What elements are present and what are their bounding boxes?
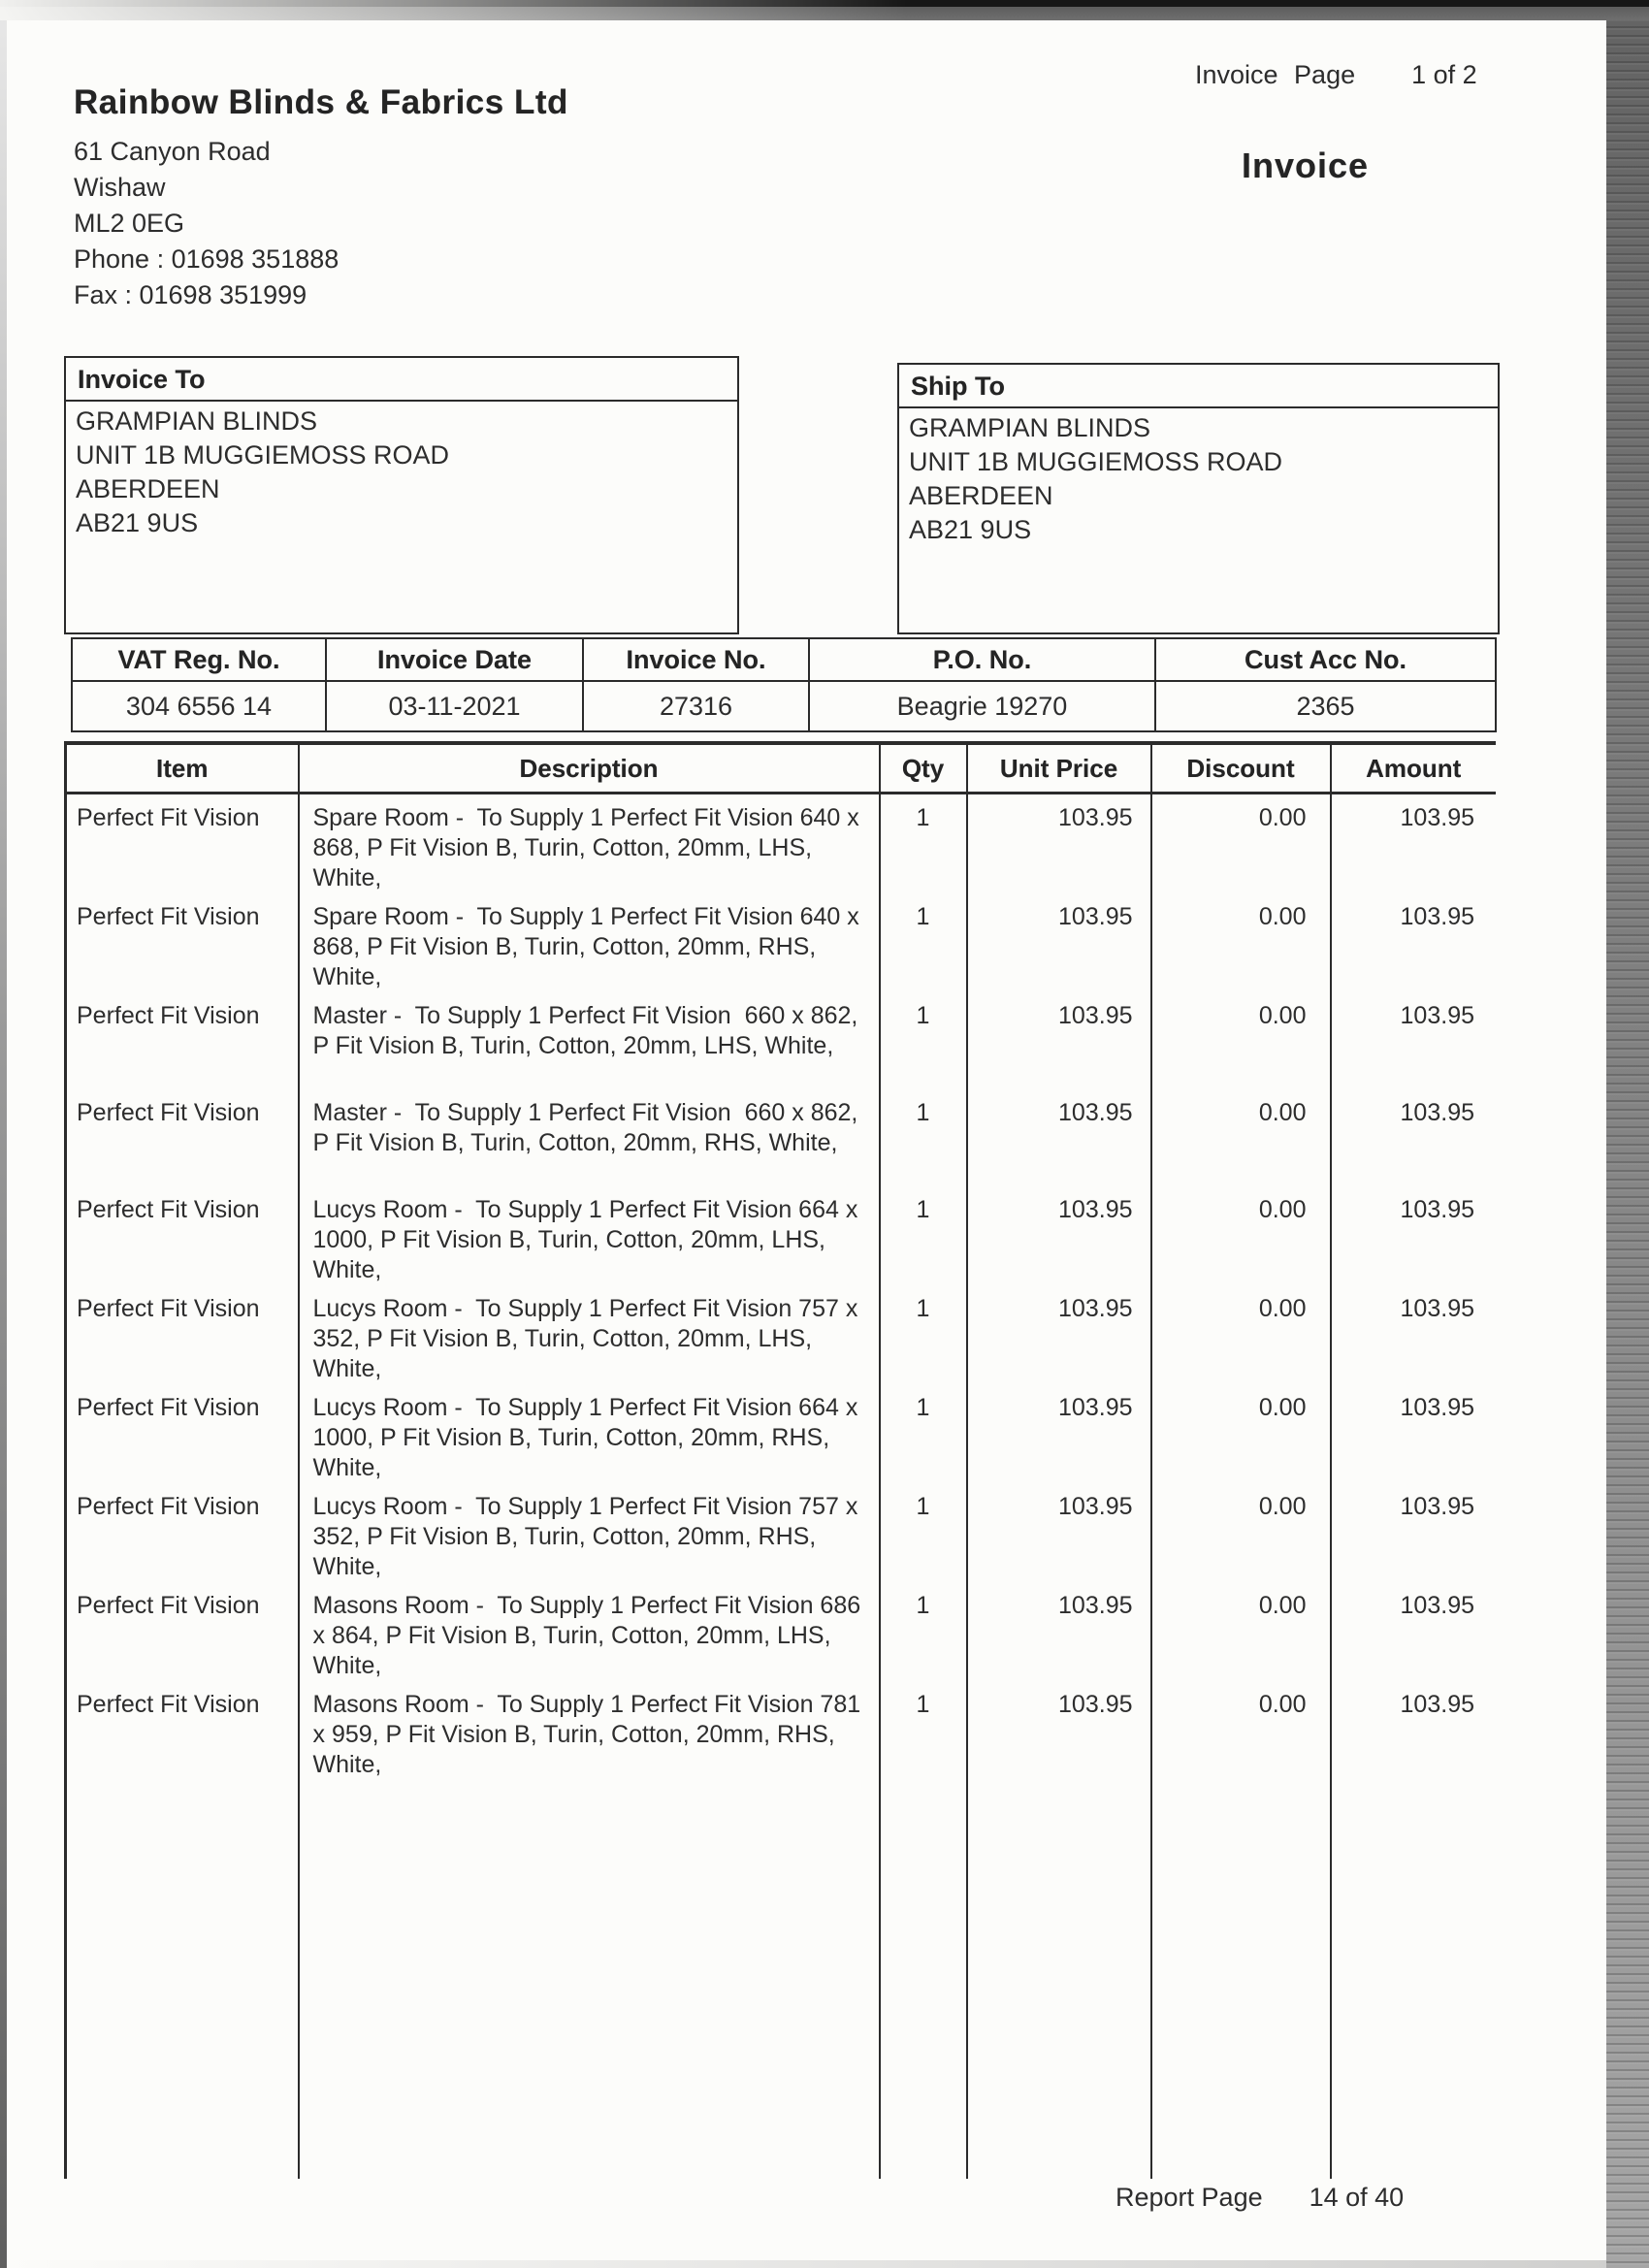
discount-cell: 0.00 — [1151, 1384, 1331, 1483]
qty-cell: 1 — [880, 1285, 967, 1384]
amount-cell: 103.95 — [1331, 1384, 1497, 1483]
unit-price-cell: 103.95 — [967, 1089, 1151, 1186]
item-row — [66, 1285, 1497, 1384]
invoice-page-indicator — [1195, 60, 1477, 90]
discount-cell: 0.00 — [1151, 1285, 1331, 1384]
description-cell: Masons Room - To Supply 1 Perfect Fit Vision 781 x 959, P Fit Vision B, Turin, Cotton, 20mm, RHS, White, — [299, 1681, 880, 1780]
company-fax: Fax : 01698 351999 — [74, 280, 307, 309]
report-page-label: Report Page — [1116, 2183, 1263, 2212]
invoice-meta-table — [71, 637, 1497, 732]
invoice-to-line-1: GRAMPIAN BLINDS — [76, 406, 318, 436]
scan-edge-left — [0, 0, 7, 2268]
scan-edge-right — [1606, 0, 1649, 2268]
company-address-line-1: 61 Canyon Road — [74, 137, 271, 166]
invoice-to-line-3: ABERDEEN — [76, 474, 220, 503]
unit-price-cell: 103.95 — [967, 1483, 1151, 1582]
item-cell: Perfect Fit Vision — [66, 893, 299, 992]
items-table — [64, 741, 1496, 2179]
item-cell: Perfect Fit Vision — [66, 992, 299, 1089]
item-row — [66, 1681, 1497, 1780]
description-cell: Spare Room - To Supply 1 Perfect Fit Vision 640 x 868, P Fit Vision B, Turin, Cotton, 20mm, LHS, White, — [299, 794, 880, 894]
discount-cell: 0.00 — [1151, 1089, 1331, 1186]
item-row — [66, 1089, 1497, 1186]
items-header-row — [66, 743, 1497, 794]
item-row — [66, 992, 1497, 1089]
meta-value-row — [72, 681, 1496, 731]
document-title: Invoice — [1242, 146, 1370, 185]
unit-price-cell: 103.95 — [967, 1186, 1151, 1285]
invoice-page-label: Invoice Page — [1195, 60, 1356, 89]
description-cell: Lucys Room - To Supply 1 Perfect Fit Vision 757 x 352, P Fit Vision B, Turin, Cotton, 20mm, LHS, White, — [299, 1285, 880, 1384]
company-phone: Phone : 01698 351888 — [74, 244, 340, 274]
discount-cell: 0.00 — [1151, 794, 1331, 894]
amount-cell: 103.95 — [1331, 1285, 1497, 1384]
company-block — [74, 83, 568, 313]
amount-cell: 103.95 — [1331, 893, 1497, 992]
invoice-to-line-4: AB21 9US — [76, 508, 199, 537]
unit-price-cell: 103.95 — [967, 1582, 1151, 1681]
invoice-to-box — [64, 356, 739, 634]
ship-to-line-2: UNIT 1B MUGGIEMOSS ROAD — [909, 447, 1283, 476]
items-header-qty: Qty — [880, 743, 967, 794]
item-cell: Perfect Fit Vision — [66, 1582, 299, 1681]
qty-cell: 1 — [880, 893, 967, 992]
unit-price-cell: 103.95 — [967, 794, 1151, 894]
item-cell: Perfect Fit Vision — [66, 794, 299, 894]
item-cell: Perfect Fit Vision — [66, 1384, 299, 1483]
meta-header-po-no: P.O. No. — [809, 638, 1155, 681]
item-row — [66, 1582, 1497, 1681]
amount-cell: 103.95 — [1331, 1089, 1497, 1186]
item-row — [66, 1483, 1497, 1582]
items-header-discount: Discount — [1151, 743, 1331, 794]
items-tbody — [66, 794, 1497, 2180]
discount-cell: 0.00 — [1151, 1681, 1331, 1780]
qty-cell: 1 — [880, 1483, 967, 1582]
qty-cell: 1 — [880, 1089, 967, 1186]
description-cell: Masons Room - To Supply 1 Perfect Fit Vision 686 x 864, P Fit Vision B, Turin, Cotton, 20mm, LHS, White, — [299, 1582, 880, 1681]
qty-cell: 1 — [880, 992, 967, 1089]
items-header-description: Description — [299, 743, 880, 794]
item-cell: Perfect Fit Vision — [66, 1089, 299, 1186]
amount-cell: 103.95 — [1331, 1681, 1497, 1780]
scan-edge-bottom — [0, 2260, 1649, 2268]
qty-cell: 1 — [880, 1186, 967, 1285]
items-header-unit-price: Unit Price — [967, 743, 1151, 794]
ship-to-label: Ship To — [899, 365, 1498, 408]
item-row — [66, 1186, 1497, 1285]
unit-price-cell: 103.95 — [967, 1681, 1151, 1780]
description-cell: Lucys Room - To Supply 1 Perfect Fit Vision 664 x 1000, P Fit Vision B, Turin, Cotton, 20mm, RHS, White, — [299, 1384, 880, 1483]
company-address-line-3: ML2 0EG — [74, 209, 185, 238]
amount-cell: 103.95 — [1331, 1186, 1497, 1285]
report-page-indicator — [1116, 2183, 1404, 2213]
description-cell: Master - To Supply 1 Perfect Fit Vision 660 x 862, P Fit Vision B, Turin, Cotton, 20mm, RHS, White, — [299, 1089, 880, 1186]
discount-cell: 0.00 — [1151, 992, 1331, 1089]
qty-cell: 1 — [880, 794, 967, 894]
unit-price-cell: 103.95 — [967, 1285, 1151, 1384]
ship-to-address — [899, 408, 1498, 550]
scan-edge-top — [0, 0, 1649, 20]
discount-cell: 0.00 — [1151, 893, 1331, 992]
invoice-page-value: 1 of 2 — [1411, 60, 1477, 89]
item-row — [66, 1384, 1497, 1483]
description-cell: Master - To Supply 1 Perfect Fit Vision 660 x 862, P Fit Vision B, Turin, Cotton, 20mm, LHS, White, — [299, 992, 880, 1089]
meta-header-vat: VAT Reg. No. — [72, 638, 326, 681]
item-row — [66, 893, 1497, 992]
qty-cell: 1 — [880, 1582, 967, 1681]
amount-cell: 103.95 — [1331, 992, 1497, 1089]
company-name: Rainbow Blinds & Fabrics Ltd — [74, 83, 568, 121]
meta-header-invoice-no: Invoice No. — [583, 638, 809, 681]
qty-cell: 1 — [880, 1681, 967, 1780]
invoice-to-label: Invoice To — [66, 358, 737, 402]
meta-value-vat: 304 6556 14 — [72, 681, 326, 731]
description-cell: Lucys Room - To Supply 1 Perfect Fit Vision 664 x 1000, P Fit Vision B, Turin, Cotton, 20mm, LHS, White, — [299, 1186, 880, 1285]
ship-to-line-1: GRAMPIAN BLINDS — [909, 413, 1151, 442]
description-cell: Spare Room - To Supply 1 Perfect Fit Vision 640 x 868, P Fit Vision B, Turin, Cotton, 20mm, RHS, White, — [299, 893, 880, 992]
amount-cell: 103.95 — [1331, 794, 1497, 894]
meta-value-invoice-no: 27316 — [583, 681, 809, 731]
discount-cell: 0.00 — [1151, 1186, 1331, 1285]
ship-to-line-4: AB21 9US — [909, 515, 1032, 544]
item-cell: Perfect Fit Vision — [66, 1186, 299, 1285]
unit-price-cell: 103.95 — [967, 992, 1151, 1089]
description-cell: Lucys Room - To Supply 1 Perfect Fit Vision 757 x 352, P Fit Vision B, Turin, Cotton, 20mm, RHS, White, — [299, 1483, 880, 1582]
item-cell: Perfect Fit Vision — [66, 1285, 299, 1384]
meta-header-cust-acc: Cust Acc No. — [1155, 638, 1496, 681]
invoice-to-address — [66, 402, 737, 543]
meta-value-po-no: Beagrie 19270 — [809, 681, 1155, 731]
item-row — [66, 794, 1497, 894]
amount-cell: 103.95 — [1331, 1483, 1497, 1582]
items-table-wrap — [64, 741, 1496, 2179]
items-filler-row — [66, 1780, 1497, 2179]
meta-header-invoice-date: Invoice Date — [326, 638, 583, 681]
invoice-to-line-2: UNIT 1B MUGGIEMOSS ROAD — [76, 440, 450, 470]
unit-price-cell: 103.95 — [967, 1384, 1151, 1483]
discount-cell: 0.00 — [1151, 1582, 1331, 1681]
ship-to-line-3: ABERDEEN — [909, 481, 1053, 510]
meta-value-cust-acc: 2365 — [1155, 681, 1496, 731]
items-header-item: Item — [66, 743, 299, 794]
company-address-line-2: Wishaw — [74, 173, 166, 202]
ship-to-box — [897, 363, 1500, 634]
amount-cell: 103.95 — [1331, 1582, 1497, 1681]
meta-value-invoice-date: 03-11-2021 — [326, 681, 583, 731]
items-header-amount: Amount — [1331, 743, 1497, 794]
qty-cell: 1 — [880, 1384, 967, 1483]
meta-header-row — [72, 638, 1496, 681]
discount-cell: 0.00 — [1151, 1483, 1331, 1582]
item-cell: Perfect Fit Vision — [66, 1681, 299, 1780]
report-page-value: 14 of 40 — [1309, 2183, 1405, 2212]
item-cell: Perfect Fit Vision — [66, 1483, 299, 1582]
unit-price-cell: 103.95 — [967, 893, 1151, 992]
